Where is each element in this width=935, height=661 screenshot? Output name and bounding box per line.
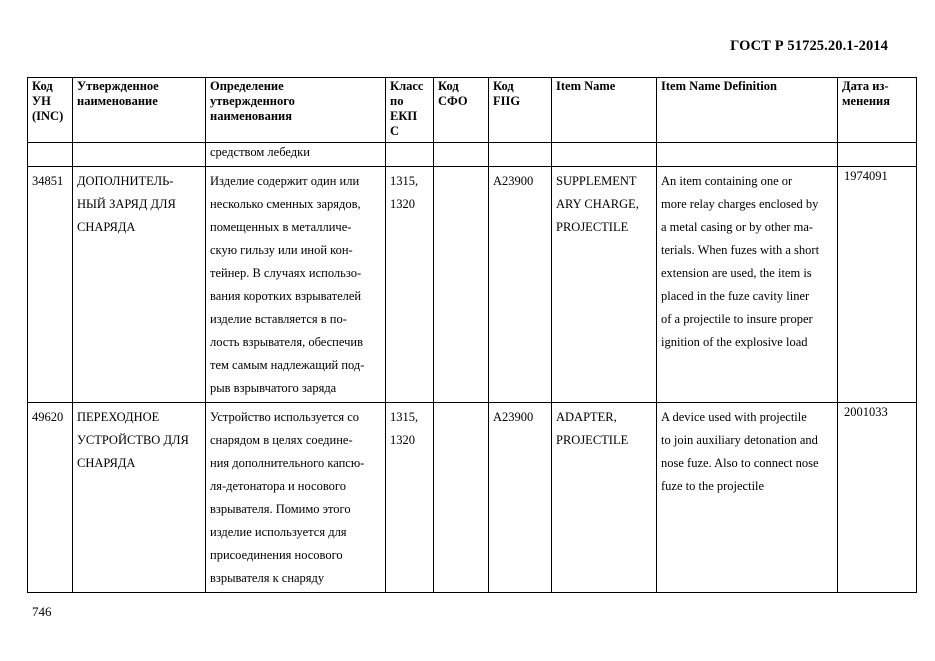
sfo-cell	[434, 167, 489, 403]
table-cell	[73, 143, 206, 167]
header-item-name-definition	[657, 78, 838, 143]
definition-line: рыв взрывчатого заряда	[210, 381, 337, 395]
header-text-line: Определение	[210, 79, 284, 93]
item-definition-line: ignition of the explosive load	[661, 335, 808, 349]
header-text-line: Код	[438, 79, 459, 93]
table-row	[28, 167, 917, 403]
fiig-code: A23900	[493, 410, 534, 424]
definition-line: снарядом в целях соедине-	[210, 433, 353, 447]
inc-code: 49620	[32, 410, 64, 424]
item-name-line: PROJECTILE	[556, 220, 629, 234]
continuation-row	[28, 143, 917, 167]
nomenclature-table	[27, 77, 917, 593]
item-definition-cell	[657, 167, 838, 403]
item-name-line: PROJECTILE	[556, 433, 629, 447]
approved-name-cell	[73, 167, 206, 403]
item-name-line: ADAPTER,	[556, 410, 617, 424]
definition-line: Изделие содержит один или	[210, 174, 360, 188]
definition-line: ния дополнительного капсю-	[210, 456, 365, 470]
header-sfo	[434, 78, 489, 143]
header-fiig	[489, 78, 552, 143]
item-definition-line: more relay charges enclosed by	[661, 197, 819, 211]
fiig-cell	[489, 403, 552, 593]
approved-name-cell	[73, 403, 206, 593]
item-name-line: SUPPLEMENT	[556, 174, 637, 188]
definition-line: несколько сменных зарядов,	[210, 197, 361, 211]
header-text-line: Дата из-	[842, 79, 889, 93]
header-item-name	[552, 78, 657, 143]
definition-line: взрывателя к снаряду	[210, 571, 325, 585]
inc-cell	[28, 403, 73, 593]
header-class	[386, 78, 434, 143]
approved-name-line: НЫЙ ЗАРЯД ДЛЯ	[77, 197, 176, 211]
definition-cell	[206, 403, 386, 593]
definition-line: помещенных в металличе-	[210, 220, 352, 234]
header-text-line: Утвержденное	[77, 79, 159, 93]
header-text-line: С	[390, 124, 400, 138]
date-cell	[838, 403, 917, 593]
header-inc	[28, 78, 73, 143]
header-text-line: FIIG	[493, 94, 521, 108]
header-text-line: наименование	[77, 94, 158, 108]
header-text-line: (INC)	[32, 109, 64, 123]
header-text-line: ЕКП	[390, 109, 418, 123]
item-name-cell	[552, 167, 657, 403]
definition-line: изделие вставляется в по-	[210, 312, 347, 326]
approved-name-line: СНАРЯДА	[77, 456, 136, 470]
item-definition-line: nose fuze. Also to connect nose	[661, 456, 819, 470]
table-header-row	[28, 78, 917, 143]
item-definition-line: fuze to the projectile	[661, 479, 765, 493]
definition-cell	[206, 167, 386, 403]
item-definition-line: placed in the fuze cavity liner	[661, 289, 810, 303]
approved-name-line: ДОПОЛНИТЕЛЬ-	[77, 174, 174, 188]
definition-line: скую гильзу или иной кон-	[210, 243, 353, 257]
item-name-cell	[552, 403, 657, 593]
header-text-line: Item Name	[556, 79, 616, 93]
change-date: 2001033	[844, 405, 888, 419]
table-row	[28, 403, 917, 593]
definition-continuation: средством лебедки	[210, 145, 310, 159]
class-code-line: 1320	[390, 197, 415, 211]
definition-line: присоединения носового	[210, 548, 343, 562]
table-cell	[206, 143, 386, 167]
sfo-cell	[434, 403, 489, 593]
fiig-code: A23900	[493, 174, 534, 188]
date-cell	[838, 167, 917, 403]
inc-code: 34851	[32, 174, 64, 188]
class-code-line: 1315,	[390, 174, 419, 188]
item-definition-line: a metal casing or by other ma-	[661, 220, 814, 234]
definition-line: Устройство используется со	[210, 410, 359, 424]
header-text-line: по	[390, 94, 404, 108]
header-definition	[206, 78, 386, 143]
class-cell	[386, 403, 434, 593]
table-cell	[386, 143, 434, 167]
item-definition-cell	[657, 403, 838, 593]
change-date: 1974091	[844, 169, 888, 183]
class-code-line: 1315,	[390, 410, 419, 424]
header-text-line: Код	[32, 79, 53, 93]
definition-line: вания коротких взрывателей	[210, 289, 362, 303]
header-text-line: утвержденного	[210, 94, 295, 108]
approved-name-line: УСТРОЙСТВО ДЛЯ	[77, 433, 189, 447]
class-code-line: 1320	[390, 433, 415, 447]
class-cell	[386, 167, 434, 403]
item-definition-line: terials. When fuzes with a short	[661, 243, 820, 257]
page-number: 746	[32, 604, 52, 619]
item-definition-line: to join auxiliary detonation and	[661, 433, 818, 447]
document-header: ГОСТ Р 51725.20.1-2014	[730, 38, 888, 54]
definition-line: изделие используется для	[210, 525, 347, 539]
header-text-line: Класс	[390, 79, 424, 93]
table-cell	[489, 143, 552, 167]
header-text-line: УН	[32, 94, 51, 108]
header-text-line: Item Name Definition	[661, 79, 777, 93]
item-definition-line: of a projectile to insure proper	[661, 312, 813, 326]
inc-cell	[28, 167, 73, 403]
definition-line: тем самым надлежащий под-	[210, 358, 365, 372]
item-definition-line: A device used with projectile	[661, 410, 807, 424]
definition-line: лость взрывателя, обеспечив	[210, 335, 363, 349]
item-definition-line: extension are used, the item is	[661, 266, 812, 280]
definition-line: ля-детонатора и носового	[210, 479, 346, 493]
item-definition-line: An item containing one or	[661, 174, 793, 188]
table-cell	[552, 143, 657, 167]
header-text-line: наименования	[210, 109, 293, 123]
approved-name-line: ПЕРЕХОДНОЕ	[77, 410, 160, 424]
table-cell	[838, 143, 917, 167]
header-text-line: СФО	[438, 94, 468, 108]
header-change-date	[838, 78, 917, 143]
header-text-line: менения	[842, 94, 890, 108]
fiig-cell	[489, 167, 552, 403]
table-cell	[657, 143, 838, 167]
definition-line: тейнер. В случаях использо-	[210, 266, 362, 280]
item-name-line: ARY CHARGE,	[556, 197, 639, 211]
header-approved-name	[73, 78, 206, 143]
table-cell	[434, 143, 489, 167]
definition-line: взрывателя. Помимо этого	[210, 502, 351, 516]
approved-name-line: СНАРЯДА	[77, 220, 136, 234]
table-cell	[28, 143, 73, 167]
header-text-line: Код	[493, 79, 514, 93]
